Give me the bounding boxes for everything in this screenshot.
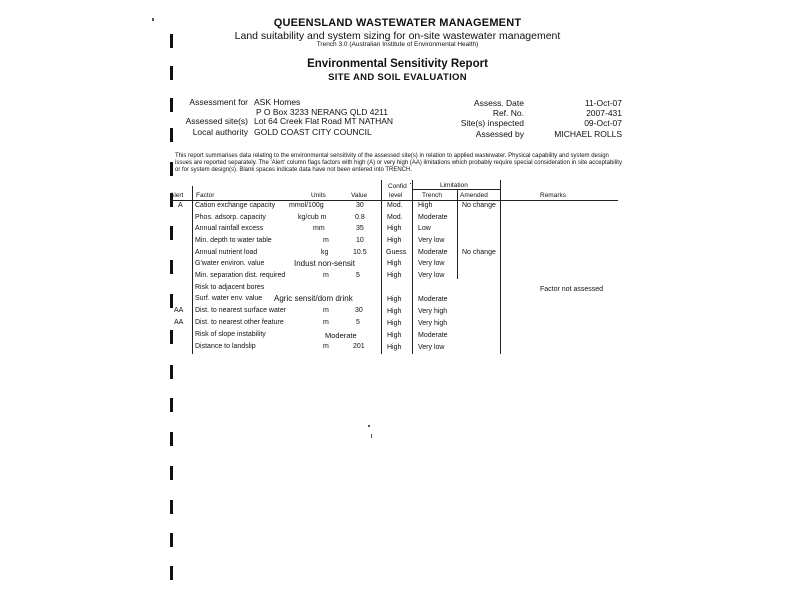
- row-3-trench: Very low: [418, 237, 445, 244]
- row-11-trench: Moderate: [418, 332, 448, 339]
- row-0-alert: A: [178, 202, 183, 209]
- row-3-confid: High: [387, 237, 402, 244]
- row-10-confid: High: [387, 320, 402, 327]
- assessed-by-value: MICHAEL ROLLS: [554, 129, 622, 139]
- col-header-units: Units: [311, 192, 326, 199]
- row-4-trench: Moderate: [418, 249, 448, 256]
- row-12-trench: Very low: [418, 344, 445, 351]
- col-header-level: level: [389, 192, 403, 199]
- row-10-units: m: [323, 319, 329, 326]
- row-4-factor: Annual nutrient load: [195, 249, 258, 256]
- source-line: Trench 3.0 (Australian Institute of Environmental Health): [316, 41, 479, 48]
- row-6-units: m: [323, 272, 329, 279]
- row-8-factor: Surf. water env. value: [195, 295, 263, 302]
- row-0-factor: Cation exchange capacity: [195, 202, 276, 209]
- row-12-value: 201: [353, 343, 365, 350]
- scan-mark: [170, 260, 173, 274]
- ref-no-value: 2007-431: [586, 108, 622, 118]
- row-7-factor: Risk to adjacent bores: [195, 284, 265, 291]
- row-12-confid: High: [387, 344, 402, 351]
- scan-mark: [170, 226, 173, 240]
- row-8-confid: High: [387, 296, 402, 303]
- header-bottom-rule: [170, 200, 618, 201]
- row-9-confid: High: [387, 308, 402, 315]
- row-2-trench: Low: [418, 225, 431, 232]
- row-4-confid: Guess: [386, 249, 407, 256]
- col-divider-remarks: [500, 180, 501, 354]
- row-1-units: kg/cub m: [298, 214, 327, 221]
- row-8-units: Agric sensit/dom drink: [274, 294, 353, 303]
- scan-mark: [170, 500, 173, 514]
- scan-mark: [170, 330, 173, 344]
- row-11-confid: High: [387, 332, 402, 339]
- col-header-factor: Factor: [196, 192, 215, 199]
- scan-mark: [170, 432, 173, 446]
- row-9-value: 30: [355, 307, 363, 314]
- row-3-value: 10: [356, 237, 364, 244]
- col-header-remarks: Remarks: [540, 192, 567, 199]
- row-0-value: 30: [356, 202, 364, 209]
- row-9-factor: Dist. to nearest surface water: [195, 307, 287, 314]
- section-title: SITE AND SOIL EVALUATION: [328, 72, 467, 83]
- row-5-factor: G'water environ. value: [195, 260, 265, 267]
- col-header-trench: Trench: [422, 192, 442, 199]
- row-1-value: 0.8: [355, 214, 365, 221]
- org-title: QUEENSLAND WASTEWATER MANAGEMENT: [273, 17, 522, 29]
- site-inspected-label: Site(s) inspected: [460, 118, 524, 128]
- row-3-units: m: [323, 237, 329, 244]
- row-3-factor: Min. depth to water table: [195, 237, 272, 244]
- row-5-confid: High: [387, 260, 402, 267]
- scan-speck: [368, 425, 370, 427]
- row-6-value: 5: [356, 272, 360, 279]
- row-10-alert: AA: [174, 319, 184, 326]
- row-9-units: m: [323, 307, 329, 314]
- header-top-rule: [410, 183, 411, 184]
- col-header-amended: Amended: [460, 192, 488, 199]
- row-0-units: mmol/100g: [289, 202, 324, 209]
- row-1-confid: Mod.: [387, 214, 403, 221]
- row-1-trench: Moderate: [418, 214, 448, 221]
- scan-mark: [170, 566, 173, 580]
- assessed-sites-label: Assessed site(s): [185, 116, 248, 126]
- site-inspected-value: 09-Oct-07: [584, 118, 622, 128]
- limitation-rule: [412, 189, 500, 190]
- row-11-units: Moderate: [325, 331, 357, 340]
- scan-mark: [170, 365, 173, 379]
- row-0-amended: No change: [462, 202, 496, 209]
- row-2-value: 35: [356, 225, 364, 232]
- row-9-alert: AA: [174, 307, 184, 314]
- col-divider-confid: [381, 180, 382, 354]
- row-2-units: mm: [313, 225, 325, 232]
- assess-date-value: 11-Oct-07: [584, 98, 622, 108]
- row-0-confid: Mod.: [387, 202, 403, 209]
- col-divider-alert: [192, 186, 193, 354]
- row-8-trench: Moderate: [418, 296, 448, 303]
- scan-mark: [170, 533, 173, 547]
- row-5-trench: Very low: [418, 260, 445, 267]
- row-12-units: m: [323, 343, 329, 350]
- row-1-factor: Phos. adsorp. capacity: [195, 214, 266, 221]
- row-6-confid: High: [387, 272, 402, 279]
- row-11-factor: Risk of slope instability: [195, 331, 266, 338]
- row-6-factor: Min. separation dist. required: [195, 272, 286, 279]
- col-header-limitation: Limitation: [440, 182, 468, 189]
- row-9-trench: Very high: [418, 308, 448, 315]
- col-header-confid: Confid: [388, 183, 407, 190]
- row-4-amended: No change: [462, 249, 496, 256]
- row-6-trench: Very low: [418, 272, 445, 279]
- col-divider-amended: [457, 189, 458, 279]
- scan-mark: [170, 398, 173, 412]
- row-10-value: 5: [356, 319, 360, 326]
- row-12-factor: Distance to landslip: [195, 343, 256, 350]
- assessment-for-value: ASK Homes: [254, 97, 301, 107]
- row-0-trench: High: [418, 202, 433, 209]
- ref-no-label: Ref. No.: [492, 108, 524, 118]
- local-authority-label: Local authority: [192, 127, 248, 137]
- local-authority-value: GOLD COAST CITY COUNCIL: [254, 127, 372, 137]
- col-header-value: Value: [351, 192, 368, 199]
- col-divider-limitation: [412, 180, 413, 354]
- assessed-by-label: Assessed by: [475, 129, 524, 139]
- row-7-remarks: Factor not assessed: [540, 286, 604, 293]
- assessed-sites-value: Lot 64 Creek Flat Road MT NATHAN: [254, 116, 394, 126]
- row-2-confid: High: [387, 225, 402, 232]
- row-4-value: 10.5: [353, 249, 367, 256]
- scan-mark: [170, 162, 173, 176]
- scan-mark: [170, 466, 173, 480]
- row-2-factor: Annual rainfall excess: [195, 225, 264, 232]
- row-4-units: kg: [321, 249, 329, 256]
- scan-speck: [371, 434, 372, 438]
- assess-date-label: Assess. Date: [473, 98, 524, 108]
- address-value: P O Box 3233 NERANG QLD 4211: [256, 107, 388, 117]
- report-title: Environmental Sensitivity Report: [307, 58, 488, 70]
- scan-speck: [152, 18, 154, 21]
- summary-paragraph: This report summarises data relating to the environmental sensitivity of the assessed site(s) in relation to applied wastewater. Physical capability and system design issues are reported separately. The 'Alert' column flags factors with high (A) or very high (AA) limitations which probably require special consideration in site acceptability or for system design(s). Blank spaces indicate data have not been entered into TRENCH.: [175, 153, 622, 173]
- col-header-alert: Alert: [170, 192, 184, 199]
- subtitle: Land suitability and system sizing for on-site wastewater management: [234, 30, 561, 42]
- row-10-factor: Dist. to nearest other feature: [195, 319, 284, 326]
- row-10-trench: Very high: [418, 320, 448, 327]
- assessment-for-label: Assessment for: [189, 97, 248, 107]
- row-5-units: Indust non-sensit: [294, 259, 355, 268]
- scan-mark: [170, 294, 173, 308]
